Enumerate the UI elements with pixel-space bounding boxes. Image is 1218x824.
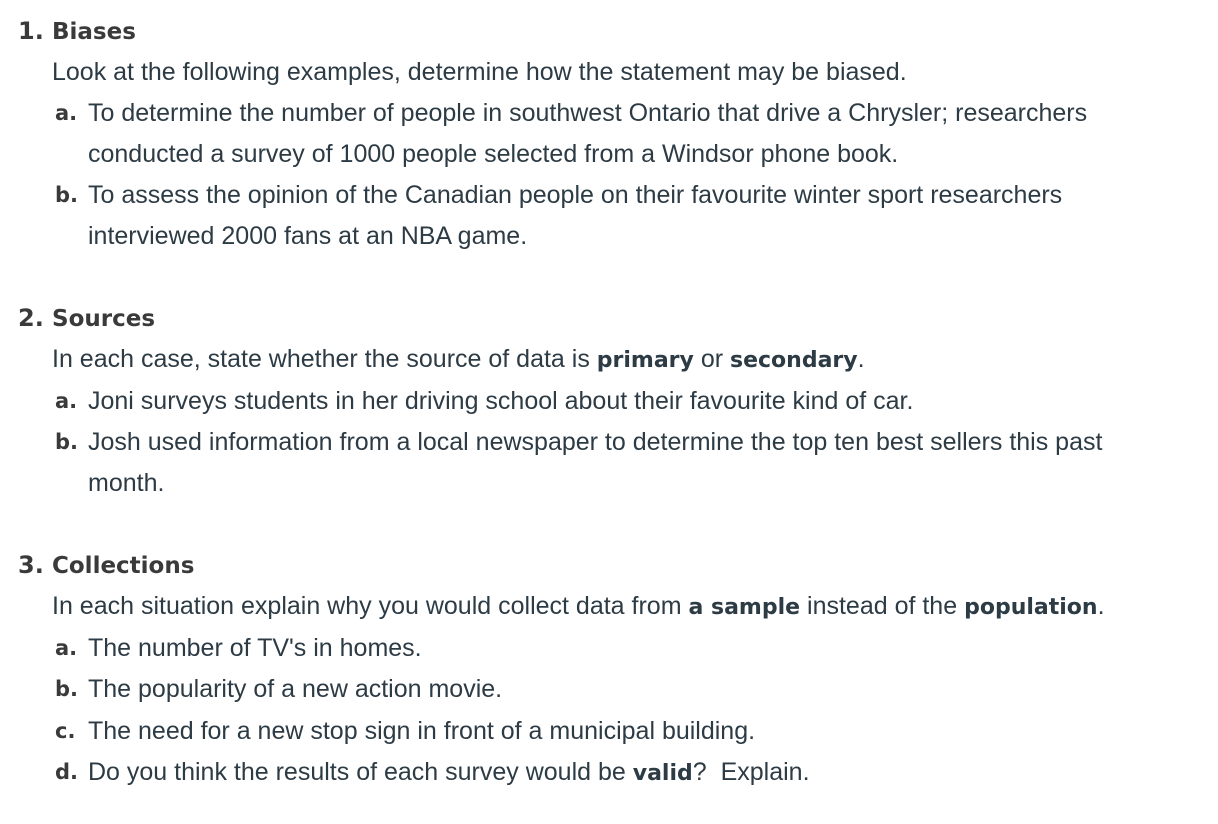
intro-bold-term: population (964, 595, 1098, 620)
intro-text: In each case, state whether the source of data is (52, 345, 597, 373)
item-letter: c. (55, 719, 76, 743)
question-heading (18, 549, 194, 582)
question-heading (18, 302, 155, 335)
intro-text: or (693, 345, 730, 373)
item-letter: a. (55, 636, 78, 660)
item-text (88, 756, 1198, 797)
item-letter: b. (55, 183, 79, 207)
intro-text: instead of the (800, 592, 965, 620)
item-line: interviewed 2000 fans at an NBA game. (88, 222, 528, 250)
item-text-part: Do you think the results of each survey would be (88, 758, 633, 786)
question-intro: Look at the following examples, determine how the statement may be biased. (52, 58, 907, 86)
question-number: 1. (18, 17, 44, 45)
item-line: Joni surveys students in her driving school about their favourite kind of car. (88, 387, 914, 415)
item-line: The popularity of a new action movie. (88, 675, 503, 703)
item-text (88, 673, 1198, 714)
item-text (88, 715, 1198, 756)
question-intro (52, 590, 1105, 624)
item-line: To determine the number of people in southwest Ontario that drive a Chrysler; researchers (88, 99, 1088, 127)
intro-bold-term: secondary (730, 348, 858, 373)
question-intro (52, 343, 865, 377)
item-line: The number of TV's in homes. (88, 634, 422, 662)
question-title: Biases (52, 19, 136, 45)
intro-bold-term: a sample (688, 595, 801, 620)
intro-bold-term: primary (596, 348, 694, 373)
item-letter: a. (55, 101, 78, 125)
item-line: Josh used information from a local newspaper to determine the top ten best sellers this past (88, 428, 1103, 456)
intro-text: In each situation explain why you would collect data from (52, 592, 689, 620)
question-heading (18, 15, 136, 48)
item-line (88, 756, 1198, 797)
intro-text: . (857, 345, 865, 373)
item-line: month. (88, 469, 165, 497)
intro-text: . (1097, 592, 1105, 620)
item-text (88, 426, 1198, 508)
question-number: 3. (18, 551, 44, 579)
item-line: conducted a survey of 1000 people selected from a Windsor phone book. (88, 140, 899, 168)
item-text (88, 97, 1198, 179)
question-title: Collections (52, 553, 195, 579)
item-letter: b. (55, 677, 79, 701)
item-text-part: ? Explain. (692, 758, 810, 786)
question-title: Sources (52, 306, 156, 332)
item-line: The need for a new stop sign in front of a municipal building. (88, 717, 756, 745)
item-text (88, 385, 1198, 426)
item-bold-term: valid (632, 761, 693, 786)
item-text (88, 179, 1198, 261)
item-line: To assess the opinion of the Canadian people on their favourite winter sport researchers (88, 181, 1063, 209)
item-text (88, 632, 1198, 673)
question-number: 2. (18, 304, 44, 332)
item-letter: a. (55, 389, 78, 413)
item-letter: b. (55, 430, 79, 454)
item-letter: d. (55, 760, 79, 784)
